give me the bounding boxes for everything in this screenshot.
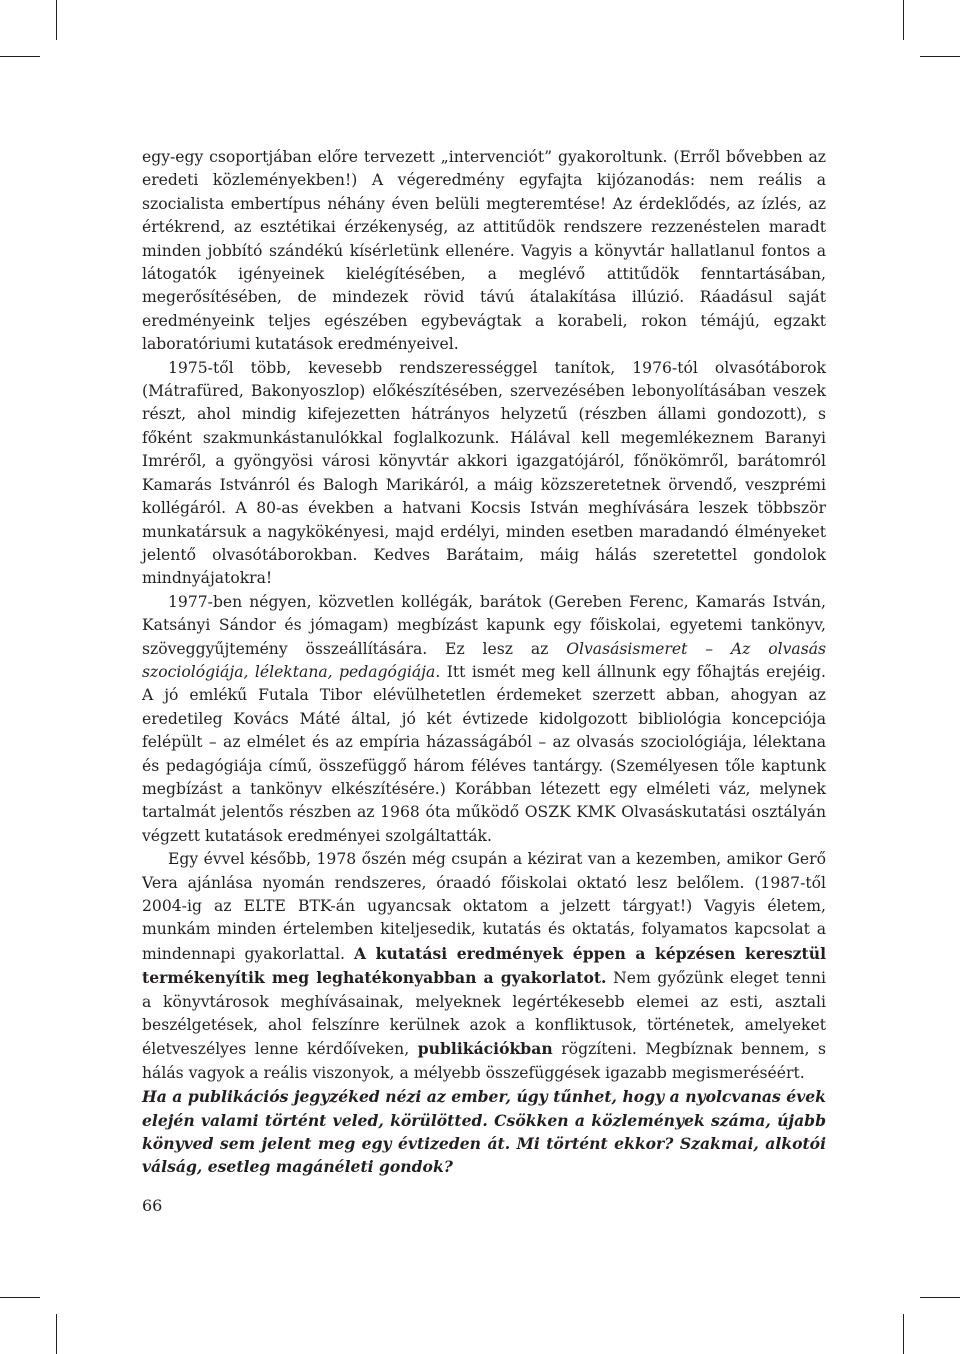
crop-mark-top-left-vertical: [56, 0, 57, 40]
text-segment: Egy évvel később, 1978 őszén még csupán a kézirat van a kezemben, amikor Gerő Vera ajánlása nyomán rendszeres, óraadó főiskolai oktató lesz belőlem. (1987-től 2004-ig az ELTE BTK-án ugyancsak oktatom a jelzett tárgyat!) Vagyis életem, munkám minden értelemben kiteljesedik, kutatás és oktatás, folyamatos kapcsolat a mindennapi gyakorlattal.: [142, 850, 826, 963]
text-segment: egy-egy csoportjában előre tervezett „intervenciót” gyakoroltunk. (Erről bővebben az eredeti közleményekben!) A végeredmény egyfajta kijózanodás: nem reális a szocialista embertípus néhány éven belüli megteremtése! Az érdeklődés, az ízlés, az értékrend, az esztétikai érzékenység, az attitűdök rendszere rezzenéstelen maradt minden jobbító szándékú kísérletünk ellenére. Vagyis a könyvtár hallatlanul fontos a látogatók igényeinek kielégítésében, a meglévő attitűdök fenntartásában, megerősítésében, de mindezek rövid távú átalakítása illúzió. Ráadásul saját eredményeink teljes egészében egybevágtak a korabeli, rokon témájú, egzakt laboratóriumi kutatások eredményeivel.: [142, 148, 826, 354]
text-segment: A kutatási eredmények éppen a képzésen keresztül termékenyítik meg leghatékonyabban a gyakorlatot.: [142, 943, 826, 988]
text-segment: 1977-ben négyen, közvetlen kollégák, barátok (Gereben Ferenc, Kamarás István, Katsányi Sándor és jómagam) megbízást kapunk egy főiskolai, egyetemi tankönyv, szöveggyűjtemény összeállítására. Ez lesz az: [142, 592, 826, 658]
paragraph: [142, 591, 826, 848]
text-segment: Olvasásismeret – Az olvasás szociológiája, lélektana, pedagógiája: [142, 639, 827, 681]
page-number: 66: [142, 1196, 163, 1215]
text-segment: publikációkban: [417, 1039, 553, 1059]
crop-mark-bottom-right-horizontal: [920, 1297, 960, 1298]
crop-mark-bottom-left-horizontal: [0, 1297, 40, 1298]
crop-mark-top-right-horizontal: [920, 56, 960, 57]
crop-mark-bottom-left-vertical: [56, 1314, 57, 1354]
text-segment: rögzíteni. Megbíznak bennem, s hálás vagyok a reális viszonyok, a mélyebb összefüggések igazabb megismeréséért.: [142, 1040, 827, 1082]
body-text: [142, 146, 826, 1179]
crop-mark-bottom-right-vertical: [903, 1314, 904, 1354]
text-segment: Ha a publikációs jegyzéked nézi az ember, úgy tűnhet, hogy a nyolcvanas évek elején valami történt veled, körülötted. Csökken a közlemények száma, újabb könyved sem jelent meg egy évtizeden át. Mi történt ekkor? Szakmai, alkotói válság, esetleg magánéleti gondok?: [142, 1087, 826, 1177]
text-segment: . Itt ismét meg kell állnunk egy főhajtás erejéig. A jó emlékű Futala Tibor elévülhetetlen érdemeket szerzett abban, ahogyan az eredetileg Kovács Máté által, jó két évtizede kidolgozott bibliológia koncepciója felépült – az elmélet és az empíria házasságából – az olvasás szociológiája, lélektana és pedagógiája című, összefüggő három féléves tantárgy. (Személyesen tőle kaptunk megbízást a tankönyv elkészítésére.) Korábban létezett egy elméleti váz, melynek tartalmát jelentős részben az 1968 óta működő OSZK KMK Olvasáskutatási osztályán végzett kutatások eredményei szolgáltatták.: [142, 662, 826, 845]
crop-mark-top-left-horizontal: [0, 56, 40, 57]
paragraph: [142, 848, 826, 1085]
crop-mark-top-right-vertical: [903, 0, 904, 40]
text-segment: Nem győzünk eleget tenni a könyvtárosok meghívásainak, melyeknek legértékesebb elemei az esti, asztali beszélgetések, ahol felszínre kerülnek azok a konfliktusok, történetek, amelyeket életveszélyes lenne kérdőíveken,: [142, 969, 826, 1059]
interview-question: [142, 1085, 826, 1179]
paragraph: [142, 357, 826, 591]
text-segment: 1975-től több, kevesebb rendszerességgel tanítok, 1976-tól olvasótáborok (Mátrafüred, Bakonyoszlop) előkészítésében, szervezésében lebonyolításában veszek részt, ahol mindig kifejezetten hátrányos helyzetű (részben állami gondozott), s főként szakmunkástanulókkal foglalkozunk. Hálával kell megemlékeznem Baranyi Imréről, a gyöngyösi városi könyvtár akkori igazgatójáról, főnökömről, barátomról Kamarás Istvánról és Balogh Marikáról, a máig közszeretetnek örvendő, veszprémi kollégáról. A 80-as években a hatvani Kocsis István meghívására leszek többször munkatársuk a nagykökényesi, majd erdélyi, minden esetben maradandó élményeket jelentő olvasótáborokban. Kedves Barátaim, máig hálás szeretettel gondolok mindnyájatokra!: [142, 358, 826, 588]
paragraph: [142, 146, 826, 357]
